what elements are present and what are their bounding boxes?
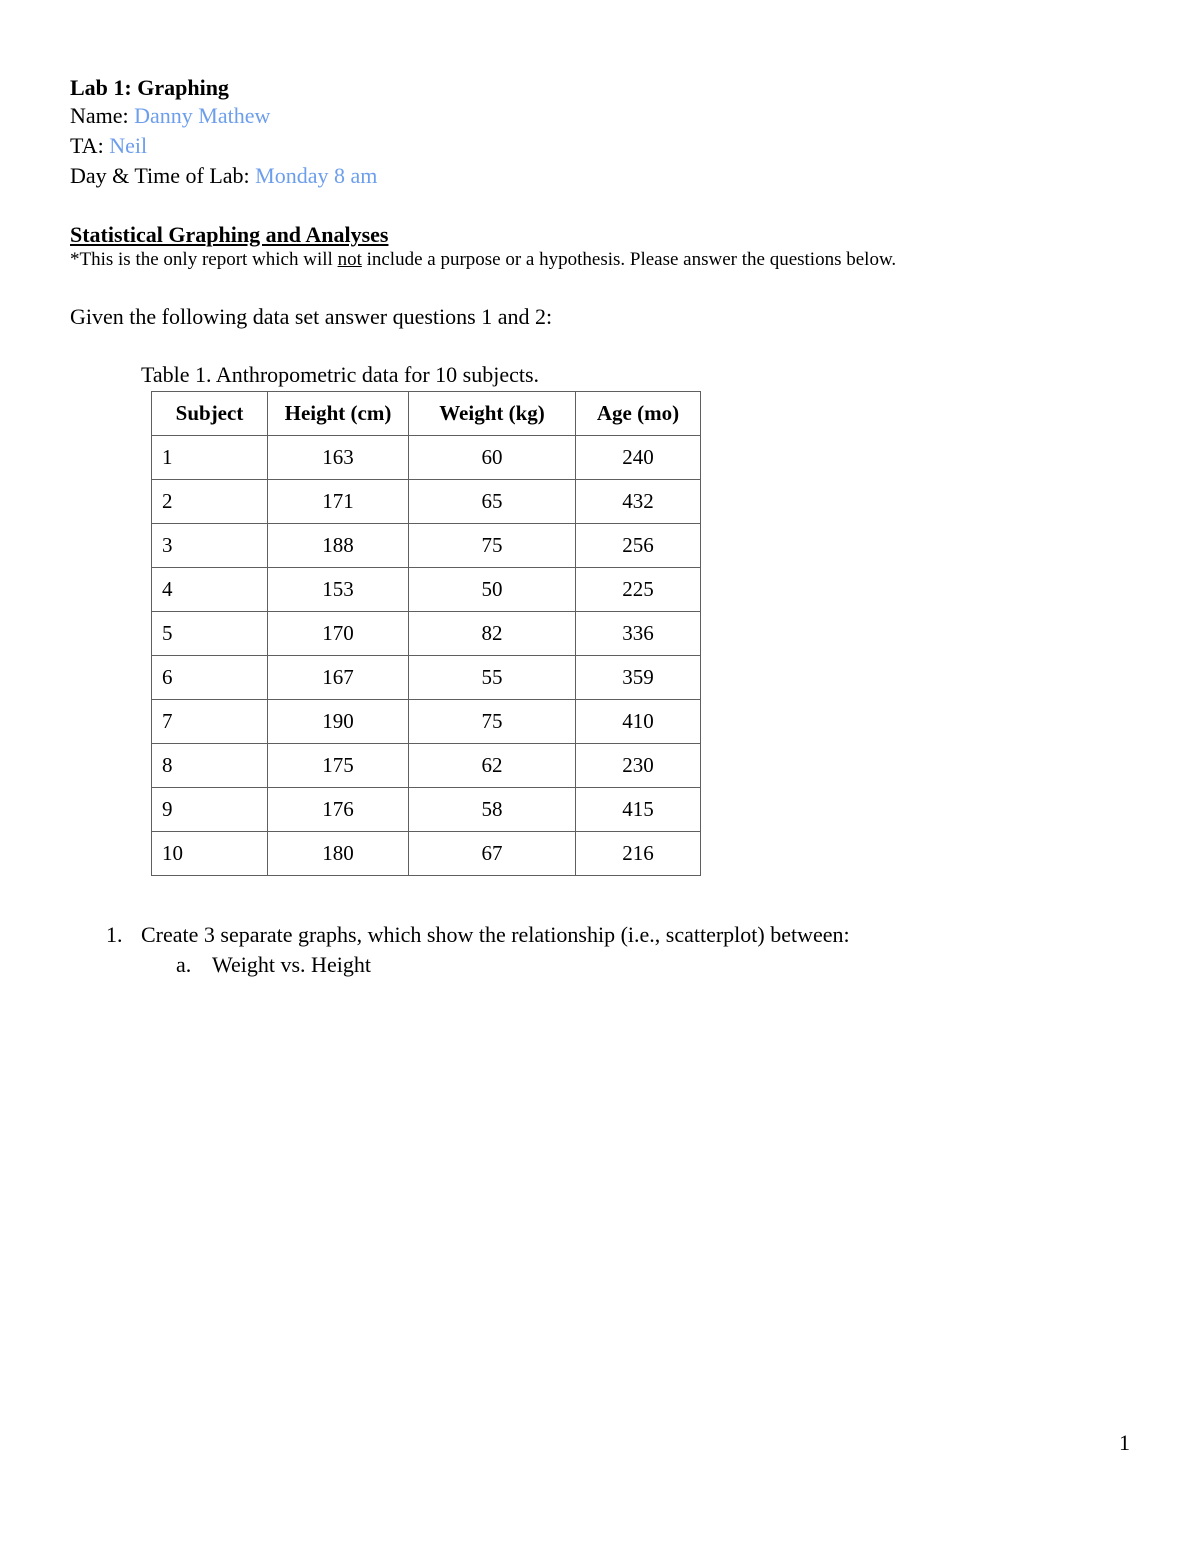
subject-cell: 1 bbox=[152, 436, 268, 480]
name-label: Name: bbox=[70, 103, 135, 128]
table-row bbox=[152, 700, 701, 744]
weight-cell: 62 bbox=[409, 744, 576, 788]
note-emphasis: not bbox=[337, 249, 362, 270]
anthropometric-table bbox=[151, 391, 701, 876]
height-cell: 167 bbox=[268, 656, 409, 700]
weight-cell: 82 bbox=[409, 612, 576, 656]
ta-value: Neil bbox=[109, 133, 148, 158]
age-cell: 240 bbox=[576, 436, 701, 480]
age-cell: 225 bbox=[576, 568, 701, 612]
height-cell: 163 bbox=[268, 436, 409, 480]
subject-cell: 4 bbox=[152, 568, 268, 612]
question-1 bbox=[106, 922, 850, 948]
weight-cell: 75 bbox=[409, 524, 576, 568]
weight-cell: 75 bbox=[409, 700, 576, 744]
age-cell: 230 bbox=[576, 744, 701, 788]
question-1a bbox=[176, 952, 371, 978]
ta-line bbox=[70, 133, 147, 159]
age-cell: 359 bbox=[576, 656, 701, 700]
question-1a-marker: a. bbox=[176, 952, 192, 977]
height-cell: 153 bbox=[268, 568, 409, 612]
age-cell: 432 bbox=[576, 480, 701, 524]
page-number: 1 bbox=[1119, 1430, 1130, 1455]
subject-cell: 10 bbox=[152, 832, 268, 876]
lab-time-label: Day & Time of Lab: bbox=[70, 163, 256, 188]
table-row bbox=[152, 656, 701, 700]
intro-text: Given the following data set answer questions 1 and 2: bbox=[70, 304, 553, 329]
question-1-text: Create 3 separate graphs, which show the relationship (i.e., scatterplot) between: bbox=[141, 922, 850, 947]
weight-cell: 65 bbox=[409, 480, 576, 524]
table-row bbox=[152, 612, 701, 656]
table-row bbox=[152, 832, 701, 876]
age-cell: 415 bbox=[576, 788, 701, 832]
age-cell: 256 bbox=[576, 524, 701, 568]
column-header: Subject bbox=[152, 392, 268, 436]
height-cell: 170 bbox=[268, 612, 409, 656]
section-heading: Statistical Graphing and Analyses bbox=[70, 222, 389, 247]
height-cell: 180 bbox=[268, 832, 409, 876]
weight-cell: 58 bbox=[409, 788, 576, 832]
lab-time-value: Monday 8 am bbox=[255, 163, 378, 188]
table-row bbox=[152, 524, 701, 568]
document-title: Lab 1: Graphing bbox=[70, 75, 229, 100]
subject-cell: 7 bbox=[152, 700, 268, 744]
weight-cell: 55 bbox=[409, 656, 576, 700]
question-1a-text: Weight vs. Height bbox=[212, 952, 371, 977]
height-cell: 190 bbox=[268, 700, 409, 744]
table-row bbox=[152, 788, 701, 832]
subject-cell: 6 bbox=[152, 656, 268, 700]
age-cell: 216 bbox=[576, 832, 701, 876]
column-header: Age (mo) bbox=[576, 392, 701, 436]
name-line bbox=[70, 103, 270, 129]
table-row bbox=[152, 436, 701, 480]
weight-cell: 50 bbox=[409, 568, 576, 612]
weight-cell: 67 bbox=[409, 832, 576, 876]
height-cell: 175 bbox=[268, 744, 409, 788]
subject-cell: 3 bbox=[152, 524, 268, 568]
table-row bbox=[152, 744, 701, 788]
name-value: Danny Mathew bbox=[134, 103, 271, 128]
height-cell: 176 bbox=[268, 788, 409, 832]
question-1-marker: 1. bbox=[106, 922, 123, 947]
ta-label: TA: bbox=[70, 133, 110, 158]
table-row bbox=[152, 480, 701, 524]
column-header: Height (cm) bbox=[268, 392, 409, 436]
table-row bbox=[152, 568, 701, 612]
age-cell: 410 bbox=[576, 700, 701, 744]
height-cell: 188 bbox=[268, 524, 409, 568]
lab-time-line bbox=[70, 163, 377, 189]
report-note bbox=[70, 247, 896, 273]
subject-cell: 2 bbox=[152, 480, 268, 524]
age-cell: 336 bbox=[576, 612, 701, 656]
subject-cell: 8 bbox=[152, 744, 268, 788]
note-text-before: *This is the only report which will bbox=[70, 249, 338, 270]
subject-cell: 5 bbox=[152, 612, 268, 656]
weight-cell: 60 bbox=[409, 436, 576, 480]
table-header-row bbox=[152, 392, 701, 436]
column-header: Weight (kg) bbox=[409, 392, 576, 436]
note-text-after: include a purpose or a hypothesis. Please answer the questions below. bbox=[361, 249, 897, 270]
subject-cell: 9 bbox=[152, 788, 268, 832]
table-caption: Table 1. Anthropometric data for 10 subjects. bbox=[141, 362, 540, 387]
height-cell: 171 bbox=[268, 480, 409, 524]
